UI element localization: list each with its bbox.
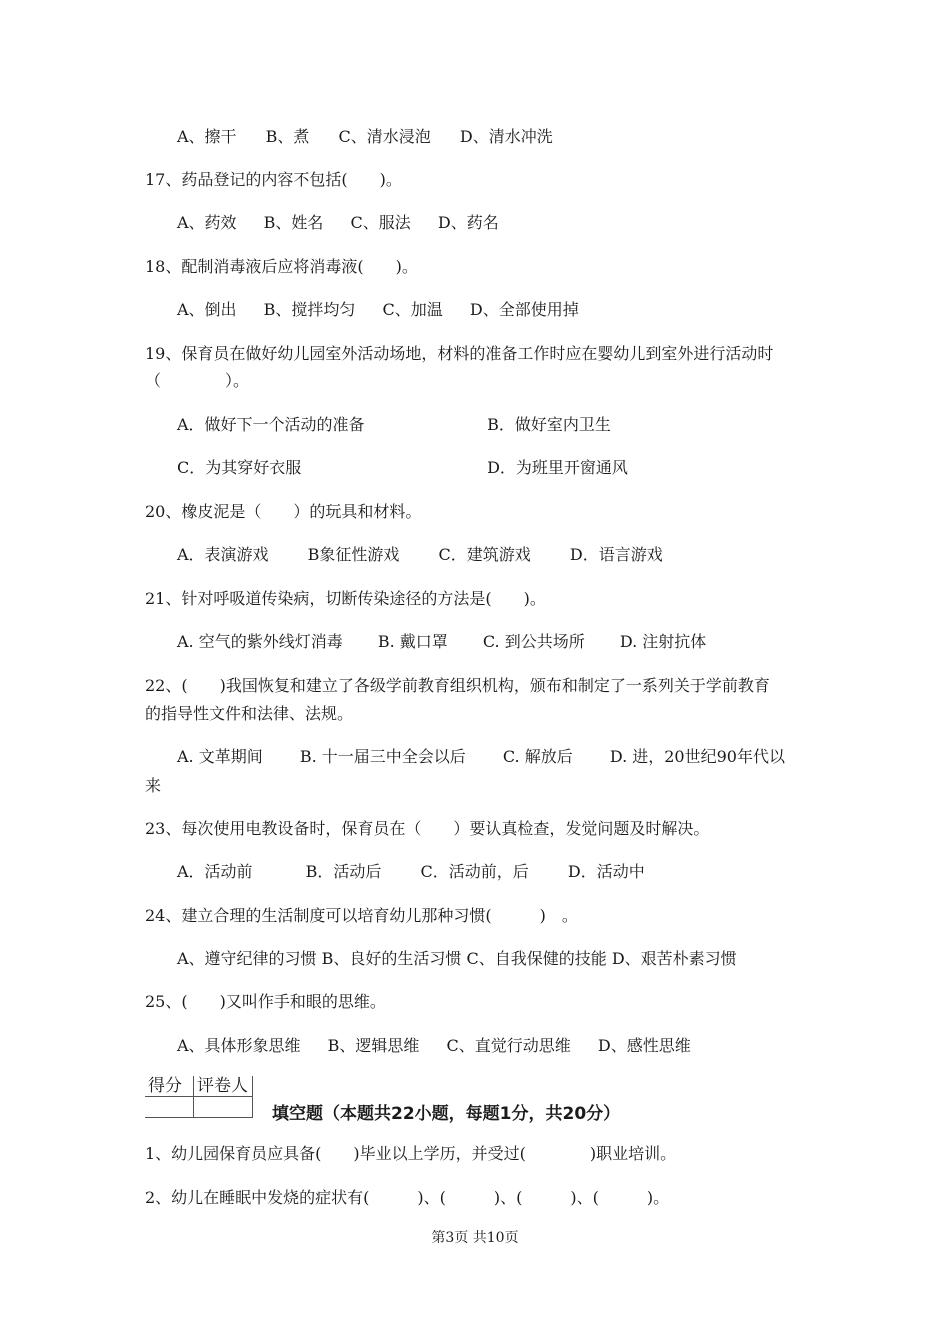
option-a: A、具体形象思维 (177, 1036, 301, 1055)
question-22: 22、( )我国恢复和建立了各级学前教育组织机构，颁布和制定了一系列关于学前教育 (145, 676, 770, 695)
question-17: 17、药品登记的内容不包括( )。 (145, 170, 402, 189)
option-c: C. 到公共场所 (482, 632, 585, 651)
option-a: A．表演游戏 (177, 545, 269, 564)
options-23 (177, 861, 645, 883)
score-cell[interactable] (145, 1097, 194, 1118)
options-19-row1 (177, 414, 611, 436)
option-a: A、药效 (177, 213, 237, 232)
page-footer: 第3页 共10页 (431, 1230, 519, 1246)
score-label: 得分 (145, 1076, 194, 1097)
option-c: C、服法 (350, 213, 411, 232)
option-b: B、煮 (265, 127, 310, 146)
option-d: D．活动中 (567, 862, 645, 881)
options-17 (177, 212, 499, 234)
option-b: B象征性游戏 (307, 545, 400, 564)
option-c: C. 解放后 (502, 747, 573, 766)
option-a: A、擦干 (177, 127, 237, 146)
option-b: B、逻辑思维 (327, 1036, 420, 1055)
options-row (177, 126, 553, 148)
grader-label: 评卷人 (194, 1076, 253, 1097)
fill-question-2: 2、幼儿在睡眠中发烧的症状有( )、( )、( )、( )。 (145, 1188, 670, 1207)
option-d: D、清水冲洗 (459, 127, 553, 146)
option-a: A．做好下一个活动的准备 (177, 415, 365, 434)
score-table (145, 1076, 253, 1118)
question-21: 21、针对呼吸道传染病，切断传染途径的方法是( )。 (145, 589, 546, 608)
option-b: B、姓名 (263, 213, 324, 232)
options-19-row2 (177, 457, 628, 479)
question-18: 18、配制消毒液后应将消毒液( )。 (145, 257, 418, 276)
option-d: D．语言游戏 (569, 545, 663, 564)
options-20 (177, 544, 663, 566)
option-c: C．活动前，后 (420, 862, 529, 881)
options-24: A、遵守纪律的习惯 B、良好的生活习惯 C、自我保健的技能 D、艰苦朴素习惯 (177, 949, 737, 968)
option-b: B、搅拌均匀 (263, 300, 356, 319)
options-22 (177, 746, 785, 768)
option-d: D、药名 (437, 213, 499, 232)
option-a: A. 空气的紫外线灯消毒 (177, 632, 343, 651)
fill-question-1: 1、幼儿园保育员应具备( )毕业以上学历，并受过( )职业培训。 (145, 1144, 677, 1163)
option-d: D. 注射抗体 (619, 632, 707, 651)
question-24: 24、建立合理的生活制度可以培育幼儿那种习惯( ) 。 (145, 906, 578, 925)
option-c: C、直觉行动思维 (446, 1036, 571, 1055)
question-19: 19、保育员在做好幼儿园室外活动场地，材料的准备工作时应在婴幼儿到室外进行活动时 (145, 344, 774, 363)
section-title: 填空题（本题共22小题，每题1分，共20分） (272, 1104, 621, 1124)
options-22-cont: 来 (145, 776, 162, 795)
question-20: 20、橡皮泥是（ ）的玩具和材料。 (145, 502, 422, 521)
options-21 (177, 631, 706, 653)
question-22-cont: 的指导性文件和法律、法规。 (145, 704, 354, 723)
question-19-cont: （ ）。 (145, 371, 250, 390)
options-25 (177, 1035, 691, 1057)
option-b: B. 十一届三中全会以后 (299, 747, 466, 766)
option-c: C、清水浸泡 (338, 127, 431, 146)
question-25: 25、( )又叫作手和眼的思维。 (145, 992, 386, 1011)
option-d: D．为班里开窗通风 (487, 458, 628, 477)
option-d: D. 进，20世纪90年代以 (609, 747, 785, 766)
grader-cell[interactable] (194, 1097, 253, 1118)
question-23: 23、每次使用电教设备时，保育员在（ ）要认真检查，发觉问题及时解决。 (145, 819, 710, 838)
options-18 (177, 299, 579, 321)
option-b: B．活动后 (305, 862, 382, 881)
option-b: B. 戴口罩 (377, 632, 448, 651)
option-b: B．做好室内卫生 (487, 415, 611, 434)
option-c: C、加温 (382, 300, 443, 319)
option-d: D、全部使用掉 (469, 300, 579, 319)
option-c: C．建筑游戏 (438, 545, 531, 564)
option-a: A. 文革期间 (177, 747, 263, 766)
option-a: A．活动前 (177, 862, 253, 881)
option-a: A、倒出 (177, 300, 237, 319)
option-c: C．为其穿好衣服 (177, 458, 302, 477)
option-d: D、感性思维 (597, 1036, 691, 1055)
